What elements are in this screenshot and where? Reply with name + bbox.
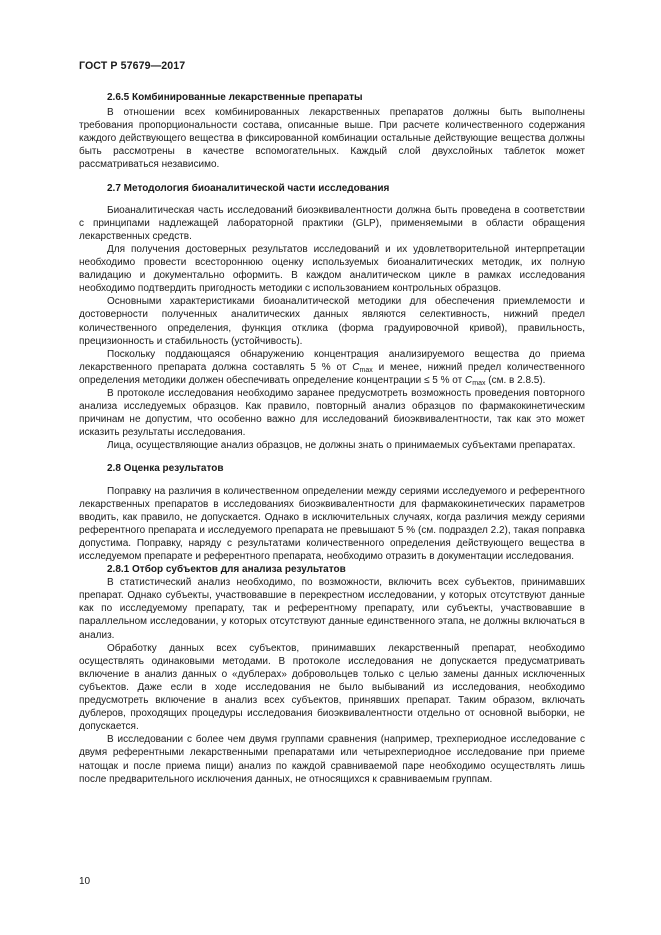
variable-c: C [352,361,360,373]
page-number: 10 [79,876,91,887]
section-heading-2-6-5: 2.6.5 Комбинированные лекарственные препараты [107,92,363,103]
document-header: ГОСТ Р 57679—2017 [79,60,186,72]
paragraph: Обработку данных всех субъектов, принимавших лекарственный препарат, необходимо осуществлять одинаковыми методами. В протоколе исследования не допускается предусматривать включение в анализ данных о «дублерах» добровольцев только с целью замены данных исключенных субъектов. Даже если в ходе исследования не было выбываний из исследования, необходимо предусмотреть включение в анализ всех субъектов, принявших препарат. Таким образом, включать дублеров, проходящих процедуры исследования биоэквивалентности отдельно от основной выборки, не допускается. [79,642,585,733]
subscript-max: max [472,379,486,387]
paragraph: В статистический анализ необходимо, по возможности, включить всех субъектов, принимавших препарат. Однако субъекты, участвовавшие в перекрестном исследовании, у которых отсутствуют данные как по исследуемому препарату, так и референтному препарату, или субъекты, участвовавшие в параллельном исследовании, у которых отсутствуют данные единственного этапа, не должны включаться в анализ. [79,577,585,641]
section-heading-2-8: 2.8 Оценка результатов [107,463,224,475]
text-run: (см. в 2.8.5). [485,374,546,386]
text-run: Поскольку поддающаяся обнаружению концентрация анализируемого вещества до приема лекарственного препарата должна составлять 5 % от [79,348,585,373]
paragraph: Основными характеристиками биоаналитической методики для обеспечения приемлемости и достоверности полученных аналитических данных являются селективность, нижний предел количественного определения, функция отклика (форма градуировочной кривой), правильность, прецизионность и стабильность (устойчивость). [79,296,585,347]
paragraph: Лица, осуществляющие анализ образцов, не должны знать о принимаемых субъектами препаратах. [107,440,576,452]
subscript-max: max [359,366,373,374]
paragraph: В протоколе исследования необходимо заранее предусмотреть возможность проведения повторного анализа исследуемых образцов. Как правило, повторный анализ образцов по фармакокинетическим причинам не допустим, что особенно важно для исследований биоэквивалентности, так как это может исказить результаты исследования. [79,387,585,439]
paragraph: Биоаналитическая часть исследований биоэквивалентности должна быть проведена в соответствии с принципами надлежащей лабораторной практики (GLP), применяемыми в области обращения лекарственных средств. [79,204,585,242]
paragraph: Поправку на различия в количественном определении между сериями исследуемого и референтного лекарственных препаратов в исследованиях биоэквивалентности для фармакокинетических параметров вводить, как правило, не допускается. Однако в исключительных случаях, когда различия между сериями референтного препарата и исследуемого препарата не превышают 5 % (см. подраздел 2.2), такая поправка допустима. Поправку, наряду с результатами количественного определения действующего вещества в исследуемом препарате и референтного препарата, необходимо отразить в документации исследования. [79,485,585,562]
paragraph: В исследовании с более чем двумя группами сравнения (например, трехпериодное исследование с двумя референтными лекарственными препаратами или четырехпериодное исследование при приеме натощак и после приема пищи) анализ по каждой сравниваемой паре необходимо осуществлять лишь после предварительного исключения данных, не относящихся к сравниваемым группам. [79,734,585,785]
section-heading-2-7: 2.7 Методология биоаналитической части исследования [107,182,390,194]
text-run: и менее, нижний предел количественного определения методики должен обеспечивать определение концентрации ≤ 5 % от [79,361,585,386]
document-body [79,91,585,786]
section-heading-2-8-1: 2.8.1 Отбор субъектов для анализа результатов [107,564,346,576]
paragraph: Для получения достоверных результатов исследований и их удовлетворительной интерпретации необходимо провести всестороннюю оценку используемых биоаналитических методик, их полную валидацию и документально оформить. В каждом аналитическом цикле в рамках исследования необходимо подтвердить пригодность методики с использованием контрольных образцов. [79,243,585,295]
variable-c: C [465,374,473,386]
paragraph: В отношении всех комбинированных лекарственных препаратов должны быть выполнены требования пропорциональности состава, описанные выше. При расчете количественного содержания каждого действующего вещества в фиксированной комбинации остальные действующие вещества должны быть рассмотрены в качестве вспомогательных. Каждый слой двухслойных таблеток может рассматриваться независимо. [79,107,585,171]
paragraph-cmax [79,348,585,387]
